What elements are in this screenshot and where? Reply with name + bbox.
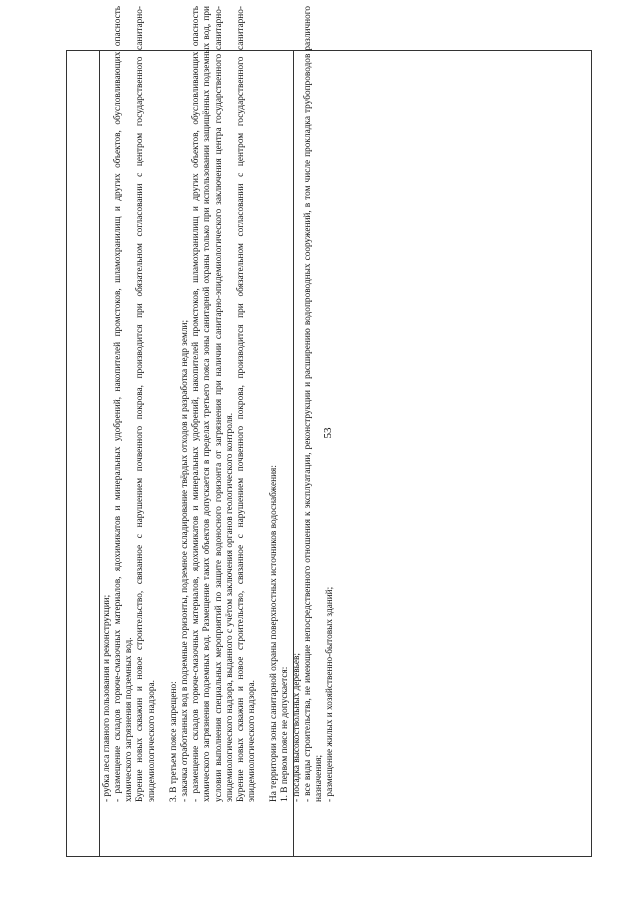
text-line: - посадка высокоствольных деревьев; [291, 652, 302, 802]
paragraph-gap [258, 6, 269, 802]
text-line: - все виды строительства, не имеющие непосредственного отношения к эксплуатации, реконструкции и расширению водопроводных сооружений, в том числе прокладка трубопроводов различного назначения; [302, 6, 324, 802]
text-line: - размещение жилых и хозяйственно-бытовых зданий; [325, 586, 336, 802]
text-line: Бурение новых скважин и новое строительство, связанное с нарушением почвенного покрова, производится при обязательном согласовании с центром государственного санитарно-эпидемиологического надзора. [135, 6, 157, 802]
text-line: - рубка леса главного пользования и реконструкции; [102, 594, 112, 802]
text-line: - закачка отработанных вод в подземные горизонты, подземное складирование твёрдых отходов и разработка недр земли; [180, 319, 191, 802]
text-line: На территории зоны санитарной охраны поверхностных источников водоснабжения: [269, 465, 280, 802]
paragraph-gap [158, 6, 169, 802]
text-line: 1. В первом поясе не допускается: [280, 666, 291, 802]
page-number: 53 [322, 427, 334, 439]
text-line: Бурение новых скважин и новое строительство, связанное с нарушением почвенного покрова, производится при обязательном согласовании с центром государственного санитарно-эпидемиологического надзора. [235, 6, 258, 802]
text-line: - размещение складов горюче-смазочных материалов, ядохимикатов и минеральных удобрений, накопителей промстоков, шламохранилищ и других объектов, обусловливающих опасность химического загрязнения подземных вод. Размещение таких объектов допускается в пределах третьего пояса зоны санитарной охраны только при использовании защищённых подземных вод, при условии выполнения специальных мероприятий по защите водоносного горизонта от загрязнения при наличии санитарно-эпидемиологического заключения центра государственного санитарно-эпидемиологического надзора, выданного с учётом заключения органов геологического контроля. [191, 6, 235, 802]
text-line: 3. В третьем поясе запрещено: [168, 681, 179, 802]
text-line: - размещение складов горюче-смазочных материалов, ядохимикатов и минеральных удобрений, накопителей промстоков, шламохранилищ и других объектов, обусловливающих опасность химического загрязнения подземных вод. [113, 6, 135, 802]
